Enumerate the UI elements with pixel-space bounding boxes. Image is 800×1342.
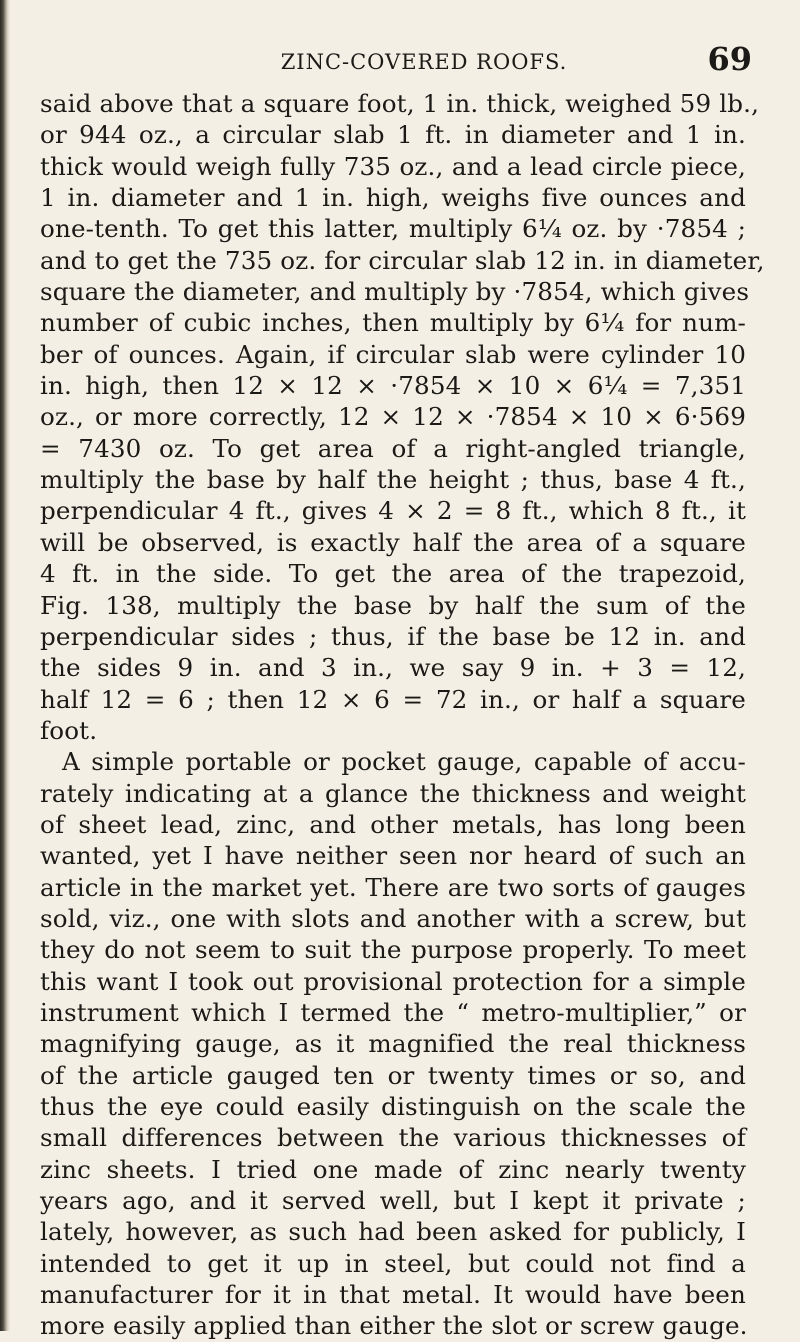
text-line: sold, viz., one with slots and another with a screw, but: [40, 903, 746, 933]
text-line: square the diameter, and multiply by ·7854, which gives: [40, 277, 750, 307]
text-line: zinc sheets. I tried one made of zinc nearly twenty: [40, 1154, 746, 1184]
text-line: thick would weigh fully 735 oz., and a lead circle piece,: [40, 151, 746, 181]
running-title: ZINC-COVERED ROOFS.: [280, 50, 568, 74]
text-line: of sheet lead, zinc, and other metals, has long been: [40, 809, 746, 839]
text-line: = 7430 oz. To get area of a right-angled triangle,: [40, 433, 746, 463]
page-binding-edge: [0, 0, 10, 1331]
text-line: one-tenth. To get this latter, multiply 6¼ oz. by ·7854 ;: [40, 214, 746, 244]
text-line: multiply the base by half the height ; thus, base 4 ft.,: [40, 465, 746, 495]
text-line: in. high, then 12 × 12 × ·7854 × 10 × 6¼ = 7,351: [40, 371, 746, 401]
text-line: half 12 = 6 ; then 12 × 6 = 72 in., or half a square: [40, 684, 746, 714]
text-line: more easily applied than either the slot or screw gauge.: [40, 1311, 748, 1341]
text-line: wanted, yet I have neither seen nor heard of such an: [40, 841, 746, 871]
text-line: and to get the 735 oz. for circular slab 12 in. in diameter,: [40, 245, 765, 275]
text-line: magnifying gauge, as it magnified the real thickness: [40, 1029, 746, 1059]
text-line: this want I took out provisional protection for a simple: [40, 966, 746, 996]
text-line: intended to get it up in steel, but could not find a: [40, 1248, 746, 1278]
text-line: said above that a square foot, 1 in. thick, weighed 59 lb.,: [40, 89, 760, 118]
paragraph-2: [40, 746, 746, 1342]
text-line: will be observed, is exactly half the area of a square: [40, 527, 746, 557]
text-line: article in the market yet. There are two sorts of gauges: [40, 872, 746, 902]
text-line: foot.: [40, 715, 98, 745]
text-line: years ago, and it served well, but I kept it private ;: [40, 1186, 746, 1216]
text-line: lately, however, as such had been asked for publicly, I: [40, 1217, 746, 1247]
text-line: Fig. 138, multiply the base by half the sum of the: [40, 590, 746, 620]
page-number: 69: [707, 40, 752, 78]
text-line: 1 in. diameter and 1 in. high, weighs five ounces and: [40, 183, 746, 213]
text-line: 4 ft. in the side. To get the area of the trapezoid,: [40, 559, 746, 589]
text-line: number of cubic inches, then multiply by 6¼ for num-: [40, 308, 746, 338]
text-line: or 944 oz., a circular slab 1 ft. in diameter and 1 in.: [40, 120, 746, 150]
text-line: oz., or more correctly, 12 × 12 × ·7854 × 10 × 6·569: [40, 402, 746, 432]
text-line: instrument which I termed the “ metro-multiplier,” or: [40, 997, 746, 1027]
text-line: perpendicular 4 ft., gives 4 × 2 = 8 ft., which 8 ft., it: [40, 496, 746, 526]
page-header: [36, 40, 752, 80]
text-line: A simple portable or pocket gauge, capable of accu-: [62, 747, 746, 777]
text-line: of the article gauged ten or twenty times or so, and: [40, 1060, 746, 1090]
paragraph-1: [40, 88, 765, 746]
text-line: manufacturer for it in that metal. It would have been: [40, 1280, 746, 1310]
text-line: ber of ounces. Again, if circular slab were cylinder 10: [40, 339, 746, 369]
text-line: rately indicating at a glance the thickness and weight: [40, 778, 746, 808]
text-line: thus the eye could easily distinguish on the scale the: [40, 1092, 746, 1121]
body-text: [40, 88, 765, 1342]
text-line: they do not seem to suit the purpose properly. To meet: [40, 935, 746, 965]
text-line: the sides 9 in. and 3 in., we say 9 in. + 3 = 12,: [40, 653, 746, 683]
text-line: small differences between the various thicknesses of: [40, 1123, 746, 1153]
text-line: perpendicular sides ; thus, if the base be 12 in. and: [40, 621, 746, 651]
